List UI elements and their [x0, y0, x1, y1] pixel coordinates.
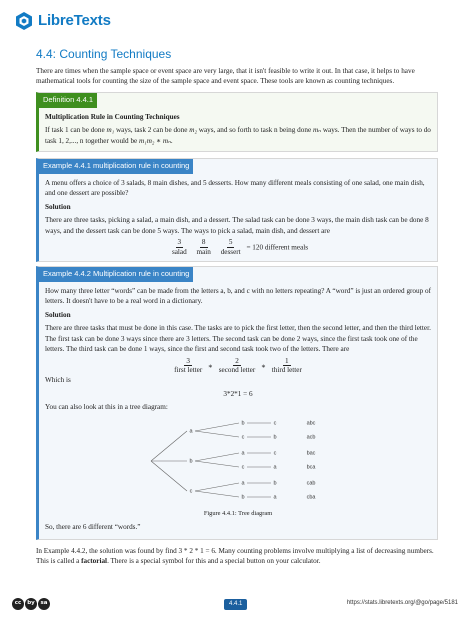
branch-line	[151, 461, 187, 491]
tree-node-level3: c	[273, 420, 277, 427]
tree-node-level3: a	[273, 464, 277, 471]
tree-node-level3: c	[273, 450, 277, 457]
branch-line	[195, 423, 239, 431]
tree-node-level1: a	[189, 428, 193, 435]
branch-line	[151, 431, 187, 461]
tree-node-level2: c	[241, 434, 245, 441]
fraction-main: $\frac{8}{\text{main}}$	[196, 238, 211, 256]
libretexts-logo-icon	[14, 11, 34, 31]
example-2-box	[36, 266, 438, 540]
example-2-question: How many three letter “words” can be made from the letters a, b, and c with no letters repeating? A “word” is just an ordered group of letters. It doesn't have to be a real word in a dictionary.	[45, 286, 431, 306]
example-1-equation	[45, 239, 431, 257]
definition-text: If task 1 can be done m₁ ways, task 2 can be done m₂ ways, and so forth to task n being done mₙ ways. Then the number of ways to do task 1, 2,..., n together would be m₁m₂ ∗ mₙ.	[45, 126, 431, 145]
footer-url-link[interactable]: https://stats.libretexts.org/@go/page/5181	[346, 600, 458, 606]
example-2-header: Example 4.4.2 Multiplication rule in counting	[39, 267, 193, 282]
tree-word: bca	[306, 464, 316, 471]
fraction-salad: $\frac{3}{\text{salad}}$	[171, 238, 187, 256]
branch-line	[195, 461, 239, 467]
tree-diagram	[143, 415, 333, 507]
factorial-paragraph: In Example 4.4.2, the solution was found by find 3 * 2 * 1 = 6. Many counting problems involve multiplying a list of decreasing numbers. This is called a factorial. There is a special symbol for this and a special button on your calculator.	[36, 547, 434, 566]
fraction-first-letter: $\frac{3}{\text{first letter}}$	[174, 356, 203, 375]
calc-line: 3*2*1 = 6	[223, 389, 253, 398]
tree-word: bac	[306, 450, 316, 457]
branch-line	[195, 491, 239, 497]
tree-intro: You can also look at this in a tree diagram:	[45, 402, 168, 411]
fraction-third-letter: $\frac{1}{\text{third letter}}$	[271, 356, 302, 375]
tree-node-level1: c	[189, 488, 193, 495]
fraction-dessert: $\frac{5}{\text{dessert}}$	[220, 238, 241, 256]
branch-line	[195, 483, 239, 491]
example-2-solution-label: Solution	[45, 310, 71, 319]
branch-line	[195, 453, 239, 461]
tree-word: cba	[306, 494, 316, 501]
which-is-label: Which is	[45, 376, 71, 385]
tree-node-level2: c	[241, 464, 245, 471]
page-footer	[0, 596, 474, 618]
tree-node-level3: b	[273, 480, 277, 487]
factorial-term: factorial	[81, 557, 108, 566]
tree-node-level2: b	[241, 494, 245, 501]
example-2-conclusion: So, there are 6 different “words.”	[45, 522, 141, 531]
tree-caption: Figure 4.4.1: Tree diagram	[203, 510, 273, 518]
definition-title: Multiplication Rule in Counting Techniques	[45, 112, 180, 121]
tree-node-level1: b	[189, 458, 193, 465]
tree-node-level2: a	[241, 480, 245, 487]
definition-header: Definition 4.4.1	[39, 93, 97, 108]
tree-node-level3: a	[273, 494, 277, 501]
page-title: 4.4: Counting Techniques	[36, 47, 172, 61]
tree-node-level2: b	[241, 420, 245, 427]
tree-word: acb	[306, 434, 316, 441]
tree-node-level3: b	[273, 434, 277, 441]
brand-name[interactable]: LibreTexts	[38, 12, 111, 29]
example-1-result: = 120 different meals	[246, 243, 309, 252]
example-1-box	[36, 158, 438, 262]
example-1-solution: There are three tasks, picking a salad, a main dish, and a dessert. The salad task can be done 3 ways, the main dish task can be done 8 ways, and the dessert task can be done 5 ways. The ways to pick a salad, main dish, and dessert are	[45, 216, 429, 235]
intro-paragraph	[36, 66, 438, 90]
sa-icon: sa	[38, 598, 50, 610]
tree-node-level2: a	[241, 450, 245, 457]
page-number: 4.4.1	[224, 599, 247, 610]
branch-line	[195, 431, 239, 437]
example-1-header: Example 4.4.1 multiplication rule in counting	[39, 159, 193, 174]
tree-word: abc	[306, 420, 316, 427]
by-icon: by	[25, 598, 37, 610]
example-2-solution: There are three tasks that must be done in this case. The tasks are to pick the first letter, then the second letter, and then the third letter. The first task can be done 3 ways since there are 3 letters. The second task can be done 2 ways, since the first task took one of the letters. The third task can be done 1 ways, since the first and second task took two of the letters. There are	[45, 324, 431, 354]
intro-text: There are times when the sample space or event space are very large, that it isn't feasible to write it out. In that case, it helps to have mathematical tools for counting the size of the sample space and event space. These tools are known as counting techniques.	[36, 67, 415, 86]
example-1-solution-label: Solution	[45, 202, 71, 211]
license-badge[interactable]	[12, 598, 50, 610]
tree-word: cab	[306, 480, 316, 487]
cc-icon: cc	[12, 598, 24, 610]
site-header	[14, 10, 111, 32]
definition-box	[36, 92, 438, 152]
example-1-question: A menu offers a choice of 3 salads, 8 main dishes, and 5 desserts. How many different meals consisting of one salad, one main dish, and one dessert are possible?	[45, 178, 425, 198]
example-2-equation: $\frac{3}{\text{first letter}}$ ∗ $\frac{2}{\text{second letter}}$ ∗ $\frac{1}{\text{third letter}}$	[174, 356, 302, 375]
fraction-second-letter: $\frac{2}{\text{second letter}}$	[218, 356, 256, 375]
